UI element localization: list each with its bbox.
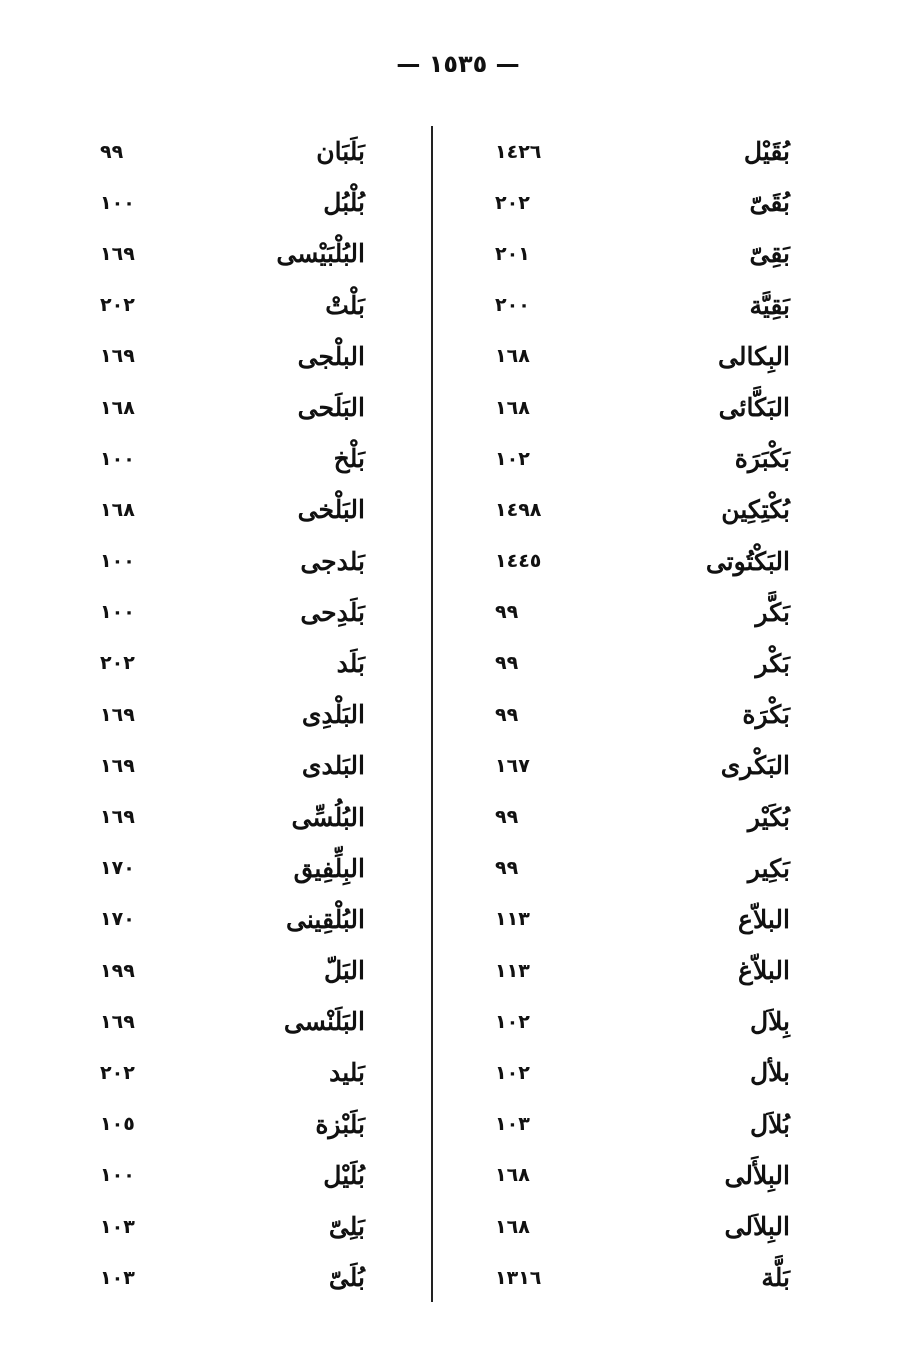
index-entry [80,1201,410,1252]
entry-name: بُقَىّ [749,188,790,218]
entry-page-number: ١٦٨ [100,498,135,521]
entry-name: البَكْتُوتى [705,546,790,576]
index-entry [80,894,410,945]
entry-page-number: ٩٩ [495,601,519,624]
entry-page-number: ١٦٨ [495,1215,530,1238]
entry-name: بُلَيْل [323,1160,365,1190]
entry-name: بَلْتْ [325,290,365,320]
index-entry [465,1047,795,1098]
entry-name: بَلَدِحى [300,597,365,627]
entry-page-number: ٢٠٢ [100,294,135,317]
index-entry [80,945,410,996]
page-number: — ١٥٣٥ — [396,50,520,78]
index-entry [465,433,795,484]
entry-name: البِكالى [718,341,790,371]
entry-name: بِلاَل [749,1007,790,1037]
index-entry [80,228,410,279]
entry-name: بَلَبَان [316,137,365,167]
entry-page-number: ٩٩ [495,806,519,829]
index-entry [80,126,410,177]
entry-name: البِلاَلى [724,1212,790,1242]
entry-page-number: ١١٣ [495,959,530,982]
entry-page-number: ٢٠٢ [100,1061,135,1084]
entry-page-number: ٩٩ [495,652,519,675]
entry-page-number: ١٠٥ [100,1113,135,1136]
entry-page-number: ٢٠٢ [495,191,530,214]
index-entry [465,894,795,945]
entry-name: بُلْبُل [323,188,365,218]
entry-name: بُلاَل [749,1109,790,1139]
entry-page-number: ١٦٩ [100,754,135,777]
entry-name: البلاّع [738,904,790,934]
entry-name: بَلِىّ [328,1212,365,1242]
index-entry [80,689,410,740]
index-entry [80,433,410,484]
entry-name: بلأل [749,1058,790,1088]
entry-name: البَلْدِى [301,700,365,730]
entry-page-number: ١٦٩ [100,1010,135,1033]
right-index-column [465,126,795,1302]
entry-page-number: ٢٠١ [495,242,530,265]
entry-page-number: ١٩٩ [100,959,135,982]
entry-name: بَكْبَرَة [734,444,790,474]
index-entry [465,996,795,1047]
entry-page-number: ٩٩ [495,857,519,880]
entry-page-number: ١٠٠ [100,550,135,573]
entry-name: البُلُسِّى [291,802,365,832]
entry-page-number: ٩٩ [100,140,124,163]
index-entry [465,536,795,587]
index-entry [465,740,795,791]
index-entry [80,1150,410,1201]
index-entry [80,382,410,433]
index-entry [80,536,410,587]
entry-page-number: ١٦٨ [495,1164,530,1187]
index-entry [80,791,410,842]
entry-name: بَقِيَّة [749,290,790,320]
index-entry [80,331,410,382]
entry-name: البَكْرى [720,751,790,781]
index-entry [465,280,795,331]
entry-name: بَكِير [747,853,790,883]
index-entry [80,484,410,535]
entry-name: بُلَىّ [328,1263,365,1293]
index-entry [465,1099,795,1150]
entry-page-number: ١٦٩ [100,806,135,829]
index-entry [465,177,795,228]
entry-name: بَكَّر [755,597,790,627]
entry-name: بَقِىّ [749,239,790,269]
entry-name: بَليد [329,1058,365,1088]
entry-page-number: ١٤٩٨ [495,498,542,521]
entry-name: بَلَد [336,648,365,678]
index-entry [465,689,795,740]
entry-name: بَكْرَة [742,700,790,730]
entry-page-number: ١٧٠ [100,908,135,931]
entry-page-number: ١٦٨ [100,396,135,419]
index-entry [80,740,410,791]
column-divider [431,126,433,1302]
index-entry [465,843,795,894]
index-entry [465,945,795,996]
entry-name: بَلَّة [761,1263,790,1293]
index-entry [80,638,410,689]
entry-page-number: ٢٠٠ [495,294,530,317]
index-entry [465,1201,795,1252]
index-entry [80,843,410,894]
entry-name: البِلأَلى [724,1160,790,1190]
index-entry [465,126,795,177]
entry-page-number: ١٦٨ [495,345,530,368]
index-entry [465,1150,795,1201]
entry-name: بُقَيْل [743,137,790,167]
entry-name: البلاّغ [738,956,790,986]
entry-page-number: ١٠٠ [100,601,135,624]
entry-page-number: ١٠٣ [100,1215,135,1238]
index-entry [80,280,410,331]
index-entry [80,996,410,1047]
entry-name: البَلّ [323,956,365,986]
entry-name: البِلِّفِيق [293,853,365,883]
index-entry [465,228,795,279]
entry-page-number: ٢٠٢ [100,652,135,675]
index-entry [465,638,795,689]
entry-page-number: ١٦٩ [100,703,135,726]
index-entry [465,484,795,535]
entry-name: البُلْقِينى [286,904,365,934]
index-entry [80,1252,410,1303]
index-entry [80,587,410,638]
index-entry [465,1252,795,1303]
entry-page-number: ١٣١٦ [495,1266,542,1289]
entry-name: البَلَحى [297,393,365,423]
entry-page-number: ١٤٢٦ [495,140,542,163]
entry-name: بَلَبْزة [315,1109,365,1139]
entry-name: بُكْتِكِين [721,495,790,525]
entry-name: البَلَنْسى [283,1007,365,1037]
entry-page-number: ١٠٢ [495,447,530,470]
entry-page-number: ١٠٠ [100,1164,135,1187]
entry-page-number: ١٧٠ [100,857,135,880]
entry-name: بَكْر [755,648,790,678]
entry-name: البُلْبَيْسى [276,239,365,269]
entry-page-number: ١٦٩ [100,345,135,368]
entry-name: البلْجى [297,341,365,371]
index-entry [80,177,410,228]
entry-page-number: ١٠٣ [100,1266,135,1289]
entry-name: البَلدى [301,751,365,781]
left-index-column [80,126,410,1302]
index-entry [465,587,795,638]
entry-page-number: ١٦٨ [495,396,530,419]
entry-page-number: ١١٣ [495,908,530,931]
index-entry [465,382,795,433]
entry-page-number: ١٦٩ [100,242,135,265]
entry-name: البَلْخى [297,495,365,525]
entry-page-number: ١٠٠ [100,191,135,214]
index-entry [80,1047,410,1098]
entry-page-number: ١٦٧ [495,754,530,777]
entry-page-number: ٩٩ [495,703,519,726]
index-entry [465,331,795,382]
entry-page-number: ١٠٠ [100,447,135,470]
entry-page-number: ١٠٢ [495,1061,530,1084]
entry-name: البَكَّائى [718,393,790,423]
entry-name: بَلْخ [333,444,365,474]
entry-name: بَلدجى [300,546,365,576]
entry-page-number: ١٠٢ [495,1010,530,1033]
entry-page-number: ١٤٤٥ [495,550,542,573]
entry-name: بُكَيْر [747,802,790,832]
index-entry [465,791,795,842]
index-entry [80,1099,410,1150]
entry-page-number: ١٠٣ [495,1113,530,1136]
